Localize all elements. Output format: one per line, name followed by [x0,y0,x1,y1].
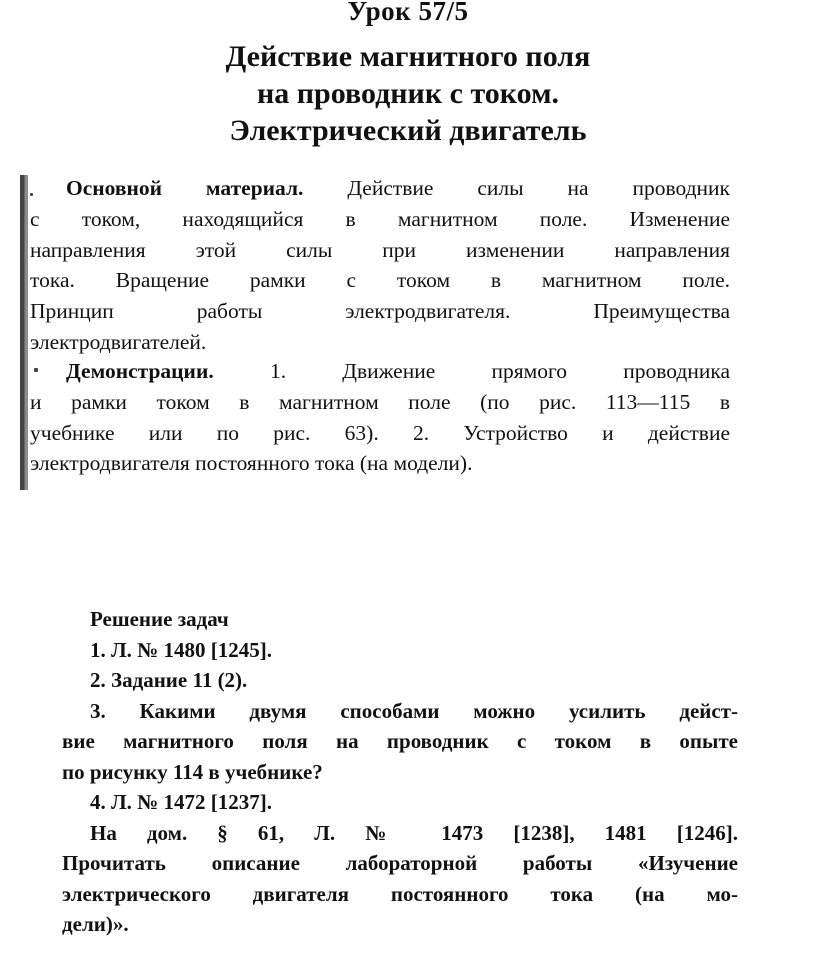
task-item: вие магнитного поля на проводник с током в опыте [62,729,738,753]
demonstrations-paragraph [30,356,730,479]
homework-line: электрического двигателя постоянного тока (на мо- [62,881,738,906]
paragraph-line: и рамки током в магнитном поле (по рис. 113—115 в [30,389,730,414]
paragraph-line: тока. Вращение рамки с током в магнитном поле. [30,268,730,293]
task-item: 2. Задание 11 (2). [90,668,248,692]
lesson-number: Урок 57/5 [347,0,469,26]
paragraph-line: направления этой силы при изменении направления [30,237,730,262]
main-material-paragraph [30,173,730,358]
scan-edge-shadow [20,175,28,490]
paragraph-line: Демонстрации. 1. Движение прямого проводника [66,359,730,383]
paragraph-line: с током, находящийся в магнитном поле. Изменение [30,206,730,231]
task-item: 3. Какими двумя способами можно усилить дейст- [90,698,738,723]
homework-line: Прочитать описание лабораторной работы «Изучение [62,851,738,875]
title-line: на проводник с током. [256,77,560,110]
paragraph-line: электродвигателей. [30,329,207,354]
task-item: 4. Л. № 1472 [1237]. [90,790,272,814]
demonstrations-label: Демонстрации. [66,359,214,383]
tasks-heading: Решение задач [90,607,229,631]
homework-line: дели)». [62,912,129,936]
task-item: 1. Л. № 1480 [1245]. [90,637,272,662]
paragraph-line: учебнике или по рис. 63). 2. Устройство и действие [30,420,730,445]
main-material-label: Основной материал. [66,176,304,200]
paragraph-line: Принцип работы электродвигателя. Преимущества [30,299,730,324]
homework-line: На дом. § 61, Л. № 1473 [1238], 1481 [1246]. [90,820,738,845]
tasks-section [62,604,738,940]
paragraph-line: Основной материал. Действие силы на проводник [66,176,730,200]
paragraph-line: электродвигателя постоянного тока (на модели). [30,451,473,476]
title-line: Действие магнитного поля [225,40,591,73]
lesson-title [0,38,816,149]
title-line: Электрический двигатель [229,114,587,147]
task-item: по рисунку 114 в учебнике? [62,759,323,784]
